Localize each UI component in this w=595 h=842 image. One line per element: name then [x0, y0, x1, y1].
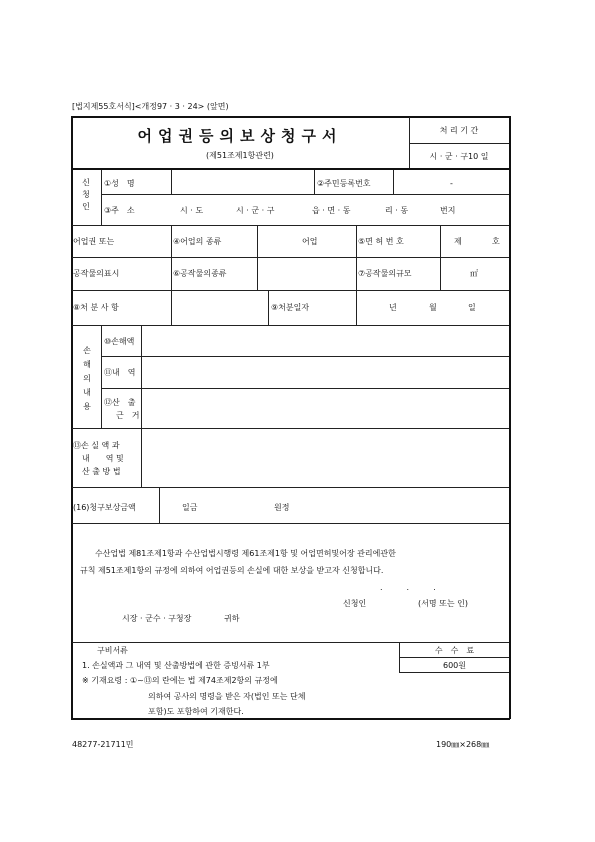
row-rule-3 [72, 290, 509, 291]
structure-divider-3 [356, 258, 357, 290]
instruction-note-1: ※ 기재요령 : ①~⑬의 란에는 법 제74조제2항의 규정에 [82, 676, 278, 685]
loss-basis-label-1: ⑫산 출 [104, 398, 136, 407]
address-label: ③주 소 [104, 206, 135, 215]
fee-bottom-rule [399, 672, 509, 673]
disposition-label: ⑧처 분 사 항 [73, 303, 119, 312]
applicant-divider [101, 170, 102, 225]
applicant-group-label: 신청인 [82, 178, 90, 211]
calc-method-label-1: ⑬손 실 액 과 [73, 441, 120, 450]
row-rule-6 [72, 487, 509, 488]
attachment-item-1: 1. 손실액과 그 내역 및 산출방법에 관한 증빙서류 1부 [82, 661, 270, 670]
statement-line-1: 수산업법 제81조제1항과 수산업법시행령 제61조제1항 및 어업면허및어장 관리에관한 [95, 549, 396, 558]
signature-note: (서명 또는 인) [418, 599, 468, 608]
recipient-honorific: 귀하 [224, 614, 240, 623]
structure-label: 공작물의표시 [73, 269, 120, 278]
recipient: 시장 · 군수 · 구청장 [122, 614, 192, 623]
disposition-day[interactable]: 일 [468, 303, 476, 312]
instruction-note-2: 의하여 공사의 명령을 받은 자(법인 또는 단체 [148, 692, 306, 701]
disposition-divider-3 [356, 291, 357, 325]
fishery-type-label: ④어업의 종류 [173, 237, 222, 246]
row-rule-5 [72, 428, 509, 429]
loss-amount-label: ⑩손해액 [104, 337, 135, 346]
name-field[interactable] [173, 171, 313, 193]
disposition-month[interactable]: 월 [429, 303, 437, 312]
instruction-note-3: 포함)도 포함하여 기재한다. [148, 707, 244, 716]
fishery-type-value[interactable]: 어업 [302, 237, 318, 246]
fishery-divider-1 [171, 226, 172, 257]
claim-amount-prefix: 일금 [182, 503, 198, 512]
title-bottom-rule [71, 168, 510, 170]
structure-divider-1 [171, 258, 172, 290]
row-rule-1 [72, 225, 509, 226]
calc-method-divider [141, 429, 142, 487]
form-number-note: [법지제55호서식]<개정97 · 3 · 24> (앞면) [72, 102, 229, 111]
claim-amount-suffix: 원정 [274, 503, 290, 512]
resident-id-label: ②주민등록번호 [317, 179, 371, 188]
name-value-divider [171, 170, 172, 194]
attachments-label: 구비서류 [97, 646, 128, 655]
structure-divider-2 [257, 258, 258, 290]
form-title: 어업권등의보상청구서 [137, 127, 343, 145]
address-part-province: 시 · 도 [180, 206, 204, 215]
border-top [71, 116, 510, 118]
fishery-divider-3 [356, 226, 357, 257]
border-bottom [71, 718, 510, 720]
fishery-divider-4 [440, 226, 441, 257]
loss-group-label: 손해의내용 [83, 346, 91, 411]
claim-amount-field[interactable] [205, 497, 270, 517]
applicant-mid-rule [101, 194, 509, 195]
loss-basis-label-2: 근 거 [116, 411, 140, 420]
structure-size-label: ⑦공작물의규모 [358, 269, 412, 278]
fee-rule [399, 657, 509, 658]
license-number-prefix[interactable]: 제 [454, 237, 462, 246]
license-number-label: ⑤면 허 번 호 [358, 237, 404, 246]
applicant-signature-label: 신청인 [343, 599, 367, 608]
applicant-signature-field[interactable] [375, 595, 415, 611]
row-rule-2 [72, 257, 509, 258]
loss-divider-right [141, 326, 142, 428]
border-right [509, 116, 511, 719]
loss-amount-field[interactable] [143, 327, 508, 355]
disposition-field[interactable] [173, 292, 267, 324]
loss-basis-field[interactable] [143, 389, 508, 427]
fee-value: 600원 [443, 661, 466, 670]
claim-amount-label: (16)청구보상금액 [73, 503, 136, 512]
address-part-lot: 번지 [440, 206, 456, 215]
form-subtitle: (제51조제1항관련) [206, 151, 274, 160]
disposition-divider-1 [171, 291, 172, 325]
fishery-divider-2 [257, 226, 258, 257]
processing-period-value: 시 · 군 · 구10 일 [429, 152, 489, 161]
footer-form-code: 48277-21711민 [72, 740, 134, 749]
resident-id-field[interactable]: - [450, 179, 453, 188]
loss-detail-field[interactable] [143, 357, 508, 387]
disposition-date-label: ⑨처분일자 [271, 303, 310, 312]
calc-method-label-3: 산 출 방 법 [82, 467, 121, 476]
disposition-year[interactable]: 년 [389, 303, 397, 312]
structure-size-unit[interactable]: ㎡ [470, 269, 478, 278]
period-divider [409, 143, 509, 144]
structure-type-label: ⑥공작물의종류 [173, 269, 227, 278]
structure-type-field[interactable] [259, 259, 355, 289]
address-part-village: 리 · 동 [385, 206, 409, 215]
id-divider [314, 170, 315, 194]
calc-method-label-2: 내 역 및 [82, 454, 124, 463]
row-rule-7 [72, 523, 509, 524]
claim-amount-divider [159, 488, 160, 523]
statement-line-2: 규칙 제51조제1항의 규정에 의하여 어업권등의 손실에 대한 보상을 받고자 신청합니다. [80, 566, 384, 575]
application-date[interactable]: . . . [380, 583, 436, 592]
row-rule-4 [72, 325, 509, 326]
processing-period-label: 처 리 기 간 [439, 126, 479, 135]
border-left [71, 116, 73, 719]
address-part-city: 시 · 군 · 구 [236, 206, 275, 215]
fee-label: 수 수 료 [434, 646, 475, 655]
loss-detail-label: ⑪내 역 [104, 368, 136, 377]
loss-divider-left [101, 326, 102, 428]
structure-divider-4 [440, 258, 441, 290]
address-part-town: 읍 · 면 · 동 [312, 206, 351, 215]
fishery-right-label: 어업권 또는 [73, 237, 115, 246]
calc-method-field[interactable] [143, 430, 508, 486]
disposition-divider-2 [268, 291, 269, 325]
row-rule-8 [72, 642, 509, 643]
name-label: ①성 명 [104, 179, 135, 188]
license-number-suffix: 호 [492, 237, 500, 246]
footer-paper-size: 190㎜×268㎜ [436, 740, 490, 749]
